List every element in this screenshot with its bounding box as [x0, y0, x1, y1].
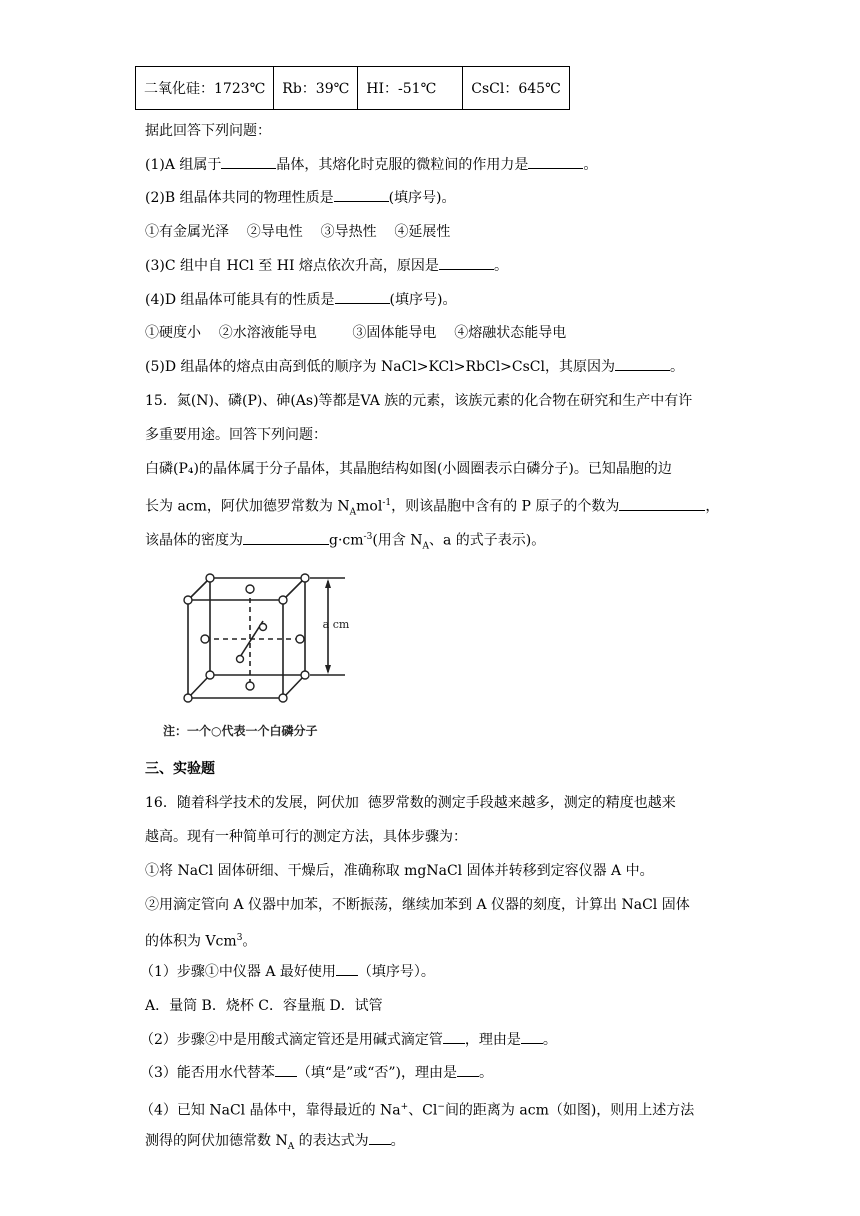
q14-part1: (1)A 组属于 晶体，其熔化时克服的微粒间的作用力是 。	[145, 157, 598, 173]
answer-blank[interactable]	[457, 1076, 479, 1077]
table-cell: Rb：39℃	[274, 67, 358, 110]
table-cell: CsCl：645℃	[463, 67, 569, 110]
answer-blank[interactable]	[619, 510, 705, 511]
diagram-note: 注：一个○代表一个白磷分子	[163, 724, 318, 738]
q16-step2-cont: 的体积为 Vcm$^3$。	[145, 933, 257, 950]
answer-blank[interactable]	[369, 1144, 391, 1145]
q16-sub1-options: A．量筒 B．烧杯 C．容量瓶 D．试管	[145, 998, 383, 1014]
q16-sub2: （2）步骤②中是用酸式滴定管还是用碱式滴定管 ，理由是 。	[140, 1032, 557, 1048]
q14-part3: (3)C 组中自 HCl 至 HI 熔点依次升高，原因是 。	[145, 258, 508, 274]
q15-line: 长为 acm，阿伏加德罗常数为 $N_Amol^{-1}$，则该晶胞中含有的 P 原子的个数为 ，	[145, 498, 720, 518]
section-heading: 三、实验题	[145, 761, 215, 777]
q16-sub4: （4）已知 NaCl 晶体中，靠得最近的 Na+、Cl−间的距离为 acm（如图)，则用上述方法	[140, 1102, 695, 1119]
q14-part5: (5)D 组晶体的熔点由高到低的顺序为 NaCl>KCl>RbCl>CsCl，其原因为 。	[145, 359, 684, 375]
q16-sub3: （3）能否用水代替苯 （填“是”或“否”)，理由是 。	[140, 1065, 494, 1081]
q14-options-d: ①硬度小 ②水溶液能导电 ③固体能导电 ④熔融状态能导电	[145, 325, 567, 341]
q15-line: 多重要用途。回答下列问题：	[145, 427, 327, 443]
q16-step1: ①将 NaCl 固体研细、干燥后，准确称取 mgNaCl 固体并转移到定容仪器 A 中。	[145, 863, 654, 879]
answer-blank[interactable]	[275, 1076, 297, 1077]
q15-line: 15．氮(N)、磷(P)、砷(As)等都是VA 族的元素，该族元素的化合物在研究和生产中有许	[145, 393, 693, 409]
q14-part4: (4)D 组晶体可能具有的性质是 (填序号)。	[145, 292, 457, 308]
q16-line: 越高。现有一种简单可行的测定方法，具体步骤为：	[145, 829, 467, 845]
q16-sub1: （1）步骤①中仪器 A 最好使用 （填序号）。	[140, 964, 435, 980]
q16-line: 16．随着科学技术的发展，阿伏加 德罗常数的测定手段越来越多，测定的精度也越来	[145, 795, 676, 811]
edge-length-label: a cm	[322, 618, 350, 631]
answer-blank[interactable]	[443, 1043, 465, 1044]
table-cell: HI：-51℃	[358, 67, 463, 110]
answer-blank[interactable]	[243, 544, 329, 545]
answer-blank[interactable]	[334, 201, 389, 202]
q16-step2: ②用滴定管向 A 仪器中加苯，不断振荡，继续加苯到 A 仪器的刻度，计算出 NaCl 固体	[145, 897, 690, 913]
table-cell: 二氧化硅：1723℃	[136, 67, 274, 110]
answer-blank[interactable]	[336, 975, 358, 976]
answer-blank[interactable]	[439, 269, 494, 270]
melting-point-table	[135, 66, 570, 110]
answer-blank[interactable]	[528, 168, 583, 169]
q14-intro: 据此回答下列问题：	[145, 123, 271, 139]
answer-blank[interactable]	[521, 1043, 543, 1044]
q15-line: 该晶体的密度为 $g\cdot cm^{-3}$(用含 $N_A$、a 的式子表示)。	[145, 532, 546, 552]
answer-blank[interactable]	[615, 370, 670, 371]
answer-blank[interactable]	[335, 303, 390, 304]
q14-options-b: ①有金属光泽 ②导电性 ③导热性 ④延展性	[145, 224, 451, 240]
answer-blank[interactable]	[221, 168, 276, 169]
white-phosphorus-unit-cell-diagram	[160, 563, 360, 743]
q14-part2: (2)B 组晶体共同的物理性质是 (填序号)。	[145, 190, 456, 206]
q15-line: 白磷(P₄)的晶体属于分子晶体，其晶胞结构如图(小圆圈表示白磷分子)。已知晶胞的边	[145, 461, 672, 477]
q16-sub4-cont: 测得的阿伏加德常数 $N_A$ 的表达式为 。	[145, 1133, 405, 1152]
